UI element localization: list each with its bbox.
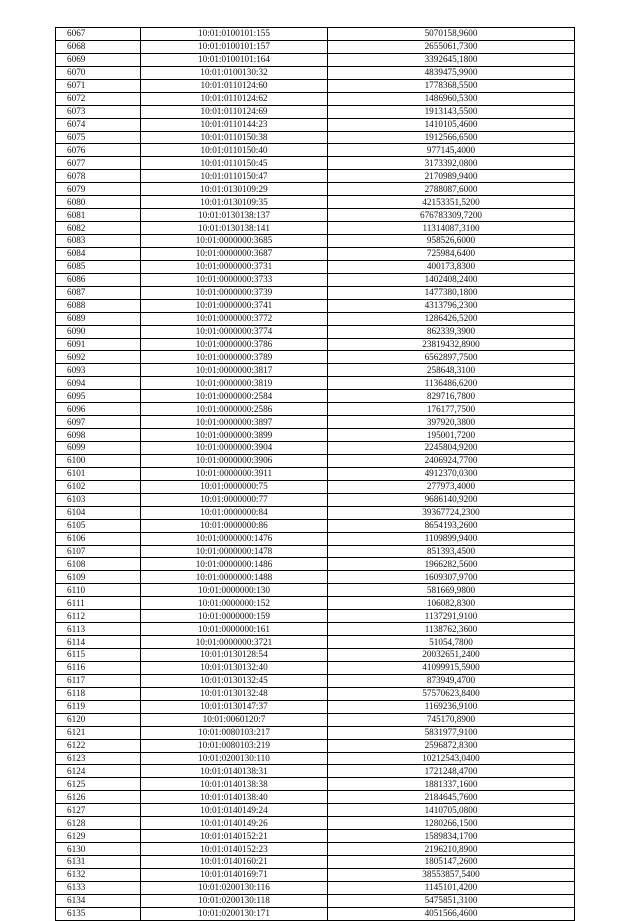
row-number-cell: 6087 (56, 286, 141, 299)
cadastral-number-cell: 10:01:0000000:3906 (141, 454, 328, 467)
value-cell: 2170989,9400 (328, 170, 575, 183)
value-cell: 277973,4000 (328, 480, 575, 493)
table-row (56, 894, 575, 907)
row-number-cell: 6082 (56, 222, 141, 235)
row-number-cell: 6127 (56, 804, 141, 817)
value-cell: 2184645,7600 (328, 791, 575, 804)
table-row (56, 105, 575, 118)
value-cell: 1477380,1800 (328, 286, 575, 299)
cadastral-number-cell: 10:01:0000000:3789 (141, 351, 328, 364)
row-number-cell: 6084 (56, 247, 141, 260)
data-table (55, 27, 575, 921)
row-number-cell: 6097 (56, 416, 141, 429)
cadastral-number-cell: 10:01:0140169:71 (141, 868, 328, 881)
row-number-cell: 6108 (56, 558, 141, 571)
cadastral-number-cell: 10:01:0000000:1488 (141, 571, 328, 584)
table-row (56, 519, 575, 532)
table-row (56, 907, 575, 920)
row-number-cell: 6076 (56, 144, 141, 157)
value-cell: 1609307,9700 (328, 571, 575, 584)
cadastral-number-cell: 10:01:0080103:219 (141, 739, 328, 752)
table-row (56, 545, 575, 558)
cadastral-number-cell: 10:01:0110150:38 (141, 131, 328, 144)
row-number-cell: 6075 (56, 131, 141, 144)
value-cell: 1912566,6500 (328, 131, 575, 144)
row-number-cell: 6068 (56, 40, 141, 53)
cadastral-number-cell: 10:01:0000000:3687 (141, 247, 328, 260)
cadastral-number-cell: 10:01:0000000:3897 (141, 416, 328, 429)
table-row (56, 390, 575, 403)
cadastral-number-cell: 10:01:0000000:3817 (141, 364, 328, 377)
cadastral-number-cell: 10:01:0000000:130 (141, 584, 328, 597)
value-cell: 1410105,4600 (328, 118, 575, 131)
table-row (56, 467, 575, 480)
table-row (56, 325, 575, 338)
cadastral-number-cell: 10:01:0100101:157 (141, 40, 328, 53)
cadastral-number-cell: 10:01:0130147:37 (141, 700, 328, 713)
row-number-cell: 6072 (56, 92, 141, 105)
value-cell: 5070158,9600 (328, 28, 575, 41)
row-number-cell: 6078 (56, 170, 141, 183)
table-row (56, 28, 575, 41)
row-number-cell: 6118 (56, 687, 141, 700)
table-row (56, 804, 575, 817)
table-row (56, 131, 575, 144)
table-row (56, 183, 575, 196)
cadastral-number-cell: 10:01:0000000:3741 (141, 299, 328, 312)
cadastral-number-cell: 10:01:0000000:3739 (141, 286, 328, 299)
value-cell: 873949,4700 (328, 674, 575, 687)
cadastral-number-cell: 10:01:0000000:152 (141, 597, 328, 610)
table-row (56, 610, 575, 623)
row-number-cell: 6133 (56, 881, 141, 894)
row-number-cell: 6070 (56, 66, 141, 79)
row-number-cell: 6102 (56, 480, 141, 493)
value-cell: 5831977,9100 (328, 726, 575, 739)
row-number-cell: 6131 (56, 856, 141, 869)
value-cell: 4839475,9900 (328, 66, 575, 79)
table-row (56, 92, 575, 105)
value-cell: 1721248,4700 (328, 765, 575, 778)
value-cell: 10212543,0400 (328, 752, 575, 765)
row-number-cell: 6093 (56, 364, 141, 377)
cadastral-number-cell: 10:01:0130138:141 (141, 222, 328, 235)
table-row (56, 144, 575, 157)
row-number-cell: 6071 (56, 79, 141, 92)
row-number-cell: 6091 (56, 338, 141, 351)
cadastral-number-cell: 10:01:0110124:60 (141, 79, 328, 92)
cadastral-number-cell: 10:01:0000000:3819 (141, 377, 328, 390)
table-row (56, 739, 575, 752)
value-cell: 258648,3100 (328, 364, 575, 377)
table-row (56, 597, 575, 610)
value-cell: 1805147,2600 (328, 856, 575, 869)
cadastral-number-cell: 10:01:0000000:86 (141, 519, 328, 532)
table-row (56, 480, 575, 493)
value-cell: 862339,3900 (328, 325, 575, 338)
cadastral-number-cell: 10:01:0000000:3731 (141, 260, 328, 273)
cadastral-number-cell: 10:01:0000000:3911 (141, 467, 328, 480)
row-number-cell: 6107 (56, 545, 141, 558)
row-number-cell: 6098 (56, 429, 141, 442)
value-cell: 6562897,7500 (328, 351, 575, 364)
row-number-cell: 6090 (56, 325, 141, 338)
value-cell: 1589834,1700 (328, 830, 575, 843)
cadastral-number-cell: 10:01:0140138:40 (141, 791, 328, 804)
value-cell: 851393,4500 (328, 545, 575, 558)
cadastral-number-cell: 10:01:0000000:3899 (141, 429, 328, 442)
row-number-cell: 6095 (56, 390, 141, 403)
value-cell: 725984,6400 (328, 247, 575, 260)
value-cell: 2196210,8900 (328, 843, 575, 856)
table-row (56, 118, 575, 131)
row-number-cell: 6104 (56, 506, 141, 519)
row-number-cell: 6112 (56, 610, 141, 623)
value-cell: 4912370,0300 (328, 467, 575, 480)
table-row (56, 157, 575, 170)
row-number-cell: 6077 (56, 157, 141, 170)
table-row (56, 791, 575, 804)
cadastral-number-cell: 10:01:0110144:23 (141, 118, 328, 131)
table-row (56, 299, 575, 312)
table-row (56, 571, 575, 584)
value-cell: 2245804,9200 (328, 442, 575, 455)
cadastral-number-cell: 10:01:0200130:116 (141, 881, 328, 894)
row-number-cell: 6073 (56, 105, 141, 118)
table-row (56, 868, 575, 881)
value-cell: 2655061,7300 (328, 40, 575, 53)
cadastral-number-cell: 10:01:0100101:155 (141, 28, 328, 41)
row-number-cell: 6124 (56, 765, 141, 778)
value-cell: 1881337,1600 (328, 778, 575, 791)
value-cell: 958526,6000 (328, 235, 575, 248)
table-row (56, 338, 575, 351)
table-row (56, 170, 575, 183)
row-number-cell: 6106 (56, 532, 141, 545)
cadastral-number-cell: 10:01:0110150:40 (141, 144, 328, 157)
value-cell: 829716,7800 (328, 390, 575, 403)
cadastral-number-cell: 10:01:0000000:77 (141, 493, 328, 506)
cadastral-number-cell: 10:01:0000000:3685 (141, 235, 328, 248)
value-cell: 1966282,5600 (328, 558, 575, 571)
row-number-cell: 6123 (56, 752, 141, 765)
value-cell: 3392645,1800 (328, 53, 575, 66)
row-number-cell: 6086 (56, 273, 141, 286)
cadastral-number-cell: 10:01:0000000:3772 (141, 312, 328, 325)
table-row (56, 66, 575, 79)
row-number-cell: 6069 (56, 53, 141, 66)
table-row (56, 856, 575, 869)
value-cell: 1137291,9100 (328, 610, 575, 623)
value-cell: 8654193,2600 (328, 519, 575, 532)
row-number-cell: 6080 (56, 196, 141, 209)
table-row (56, 506, 575, 519)
value-cell: 1486960,5300 (328, 92, 575, 105)
table-row (56, 493, 575, 506)
table-row (56, 260, 575, 273)
row-number-cell: 6121 (56, 726, 141, 739)
cadastral-number-cell: 10:01:0110150:47 (141, 170, 328, 183)
row-number-cell: 6134 (56, 894, 141, 907)
cadastral-number-cell: 10:01:0200130:118 (141, 894, 328, 907)
table-row (56, 843, 575, 856)
row-number-cell: 6128 (56, 817, 141, 830)
row-number-cell: 6110 (56, 584, 141, 597)
value-cell: 1402408,2400 (328, 273, 575, 286)
table-row (56, 817, 575, 830)
value-cell: 9686140,9200 (328, 493, 575, 506)
cadastral-number-cell: 10:01:0000000:2586 (141, 403, 328, 416)
value-cell: 1145101,4200 (328, 881, 575, 894)
cadastral-number-cell: 10:01:0200130:110 (141, 752, 328, 765)
cadastral-number-cell: 10:01:0100101:164 (141, 53, 328, 66)
value-cell: 195001,7200 (328, 429, 575, 442)
table-row (56, 649, 575, 662)
cadastral-number-cell: 10:01:0200130:171 (141, 907, 328, 920)
cadastral-number-cell: 10:01:0000000:75 (141, 480, 328, 493)
table-row (56, 713, 575, 726)
row-number-cell: 6094 (56, 377, 141, 390)
row-number-cell: 6103 (56, 493, 141, 506)
value-cell: 2788087,6000 (328, 183, 575, 196)
value-cell: 1138762,3600 (328, 623, 575, 636)
table-row (56, 53, 575, 66)
table-row (56, 765, 575, 778)
table-row (56, 442, 575, 455)
cadastral-number-cell: 10:01:0000000:1486 (141, 558, 328, 571)
table-row (56, 674, 575, 687)
value-cell: 1410705,0800 (328, 804, 575, 817)
row-number-cell: 6079 (56, 183, 141, 196)
row-number-cell: 6119 (56, 700, 141, 713)
value-cell: 2406924,7700 (328, 454, 575, 467)
cadastral-number-cell: 10:01:0000000:2584 (141, 390, 328, 403)
cadastral-number-cell: 10:01:0140138:38 (141, 778, 328, 791)
cadastral-number-cell: 10:01:0130109:35 (141, 196, 328, 209)
row-number-cell: 6122 (56, 739, 141, 752)
table-row (56, 636, 575, 649)
table-row (56, 40, 575, 53)
table-row (56, 687, 575, 700)
value-cell: 4313796,2300 (328, 299, 575, 312)
value-cell: 1280266,1500 (328, 817, 575, 830)
table-row (56, 558, 575, 571)
table-row (56, 196, 575, 209)
table-row (56, 209, 575, 222)
value-cell: 745170,8900 (328, 713, 575, 726)
table-row (56, 752, 575, 765)
value-cell: 11314087,3100 (328, 222, 575, 235)
row-number-cell: 6096 (56, 403, 141, 416)
value-cell: 57570623,8400 (328, 687, 575, 700)
value-cell: 5475851,3100 (328, 894, 575, 907)
table-row (56, 351, 575, 364)
table-row (56, 700, 575, 713)
table-row (56, 286, 575, 299)
cadastral-number-cell: 10:01:0000000:159 (141, 610, 328, 623)
table-row (56, 312, 575, 325)
value-cell: 1169236,9100 (328, 700, 575, 713)
row-number-cell: 6116 (56, 661, 141, 674)
cadastral-number-cell: 10:01:0000000:3774 (141, 325, 328, 338)
cadastral-number-cell: 10:01:0140149:26 (141, 817, 328, 830)
table-row (56, 364, 575, 377)
value-cell: 1913143,5500 (328, 105, 575, 118)
table-row (56, 830, 575, 843)
row-number-cell: 6101 (56, 467, 141, 480)
table-row (56, 273, 575, 286)
cadastral-number-cell: 10:01:0130132:45 (141, 674, 328, 687)
row-number-cell: 6126 (56, 791, 141, 804)
cadastral-number-cell: 10:01:0140152:21 (141, 830, 328, 843)
row-number-cell: 6130 (56, 843, 141, 856)
table-row (56, 79, 575, 92)
row-number-cell: 6113 (56, 623, 141, 636)
table-row (56, 778, 575, 791)
table-row (56, 247, 575, 260)
table-row (56, 623, 575, 636)
row-number-cell: 6074 (56, 118, 141, 131)
table-row (56, 584, 575, 597)
value-cell: 4051566,4600 (328, 907, 575, 920)
value-cell: 38553857,5400 (328, 868, 575, 881)
table-row (56, 377, 575, 390)
cadastral-number-cell: 10:01:0000000:3721 (141, 636, 328, 649)
value-cell: 42153351,5200 (328, 196, 575, 209)
value-cell: 1136486,6200 (328, 377, 575, 390)
row-number-cell: 6092 (56, 351, 141, 364)
cadastral-number-cell: 10:01:0130138:137 (141, 209, 328, 222)
row-number-cell: 6089 (56, 312, 141, 325)
row-number-cell: 6114 (56, 636, 141, 649)
cadastral-number-cell: 10:01:0130132:48 (141, 687, 328, 700)
cadastral-number-cell: 10:01:0110124:62 (141, 92, 328, 105)
cadastral-number-cell: 10:01:0000000:1478 (141, 545, 328, 558)
cadastral-number-cell: 10:01:0140149:24 (141, 804, 328, 817)
value-cell: 2596872,8300 (328, 739, 575, 752)
value-cell: 977145,4000 (328, 144, 575, 157)
table-row (56, 726, 575, 739)
cadastral-number-cell: 10:01:0060120:7 (141, 713, 328, 726)
cadastral-number-cell: 10:01:0110124:69 (141, 105, 328, 118)
value-cell: 1286426,5200 (328, 312, 575, 325)
value-cell: 581669,9800 (328, 584, 575, 597)
cadastral-number-cell: 10:01:0000000:3786 (141, 338, 328, 351)
table-row (56, 881, 575, 894)
row-number-cell: 6100 (56, 454, 141, 467)
value-cell: 1109899,9400 (328, 532, 575, 545)
cadastral-number-cell: 10:01:0000000:3733 (141, 273, 328, 286)
cadastral-number-cell: 10:01:0100130:32 (141, 66, 328, 79)
row-number-cell: 6117 (56, 674, 141, 687)
value-cell: 20032651,2400 (328, 649, 575, 662)
row-number-cell: 6105 (56, 519, 141, 532)
cadastral-number-cell: 10:01:0000000:161 (141, 623, 328, 636)
table-row (56, 222, 575, 235)
table-row (56, 416, 575, 429)
table-row (56, 429, 575, 442)
value-cell: 41099915,5900 (328, 661, 575, 674)
row-number-cell: 6081 (56, 209, 141, 222)
row-number-cell: 6099 (56, 442, 141, 455)
value-cell: 51054,7800 (328, 636, 575, 649)
table-row (56, 235, 575, 248)
value-cell: 397920,3800 (328, 416, 575, 429)
row-number-cell: 6088 (56, 299, 141, 312)
value-cell: 1778368,5500 (328, 79, 575, 92)
row-number-cell: 6067 (56, 28, 141, 41)
row-number-cell: 6120 (56, 713, 141, 726)
value-cell: 3173392,0800 (328, 157, 575, 170)
cadastral-number-cell: 10:01:0130132:40 (141, 661, 328, 674)
value-cell: 176177,7500 (328, 403, 575, 416)
cadastral-number-cell: 10:01:0000000:3904 (141, 442, 328, 455)
value-cell: 23819432,8900 (328, 338, 575, 351)
value-cell: 106082,8300 (328, 597, 575, 610)
row-number-cell: 6125 (56, 778, 141, 791)
cadastral-number-cell: 10:01:0130109:29 (141, 183, 328, 196)
row-number-cell: 6129 (56, 830, 141, 843)
table-row (56, 454, 575, 467)
table-body (56, 28, 575, 921)
cadastral-number-cell: 10:01:0000000:84 (141, 506, 328, 519)
row-number-cell: 6135 (56, 907, 141, 920)
cadastral-number-cell: 10:01:0140152:23 (141, 843, 328, 856)
row-number-cell: 6132 (56, 868, 141, 881)
cadastral-number-cell: 10:01:0000000:1476 (141, 532, 328, 545)
value-cell: 400173,8300 (328, 260, 575, 273)
row-number-cell: 6109 (56, 571, 141, 584)
cadastral-number-cell: 10:01:0140138:31 (141, 765, 328, 778)
row-number-cell: 6083 (56, 235, 141, 248)
value-cell: 39367724,2300 (328, 506, 575, 519)
cadastral-number-cell: 10:01:0080103:217 (141, 726, 328, 739)
table-row (56, 661, 575, 674)
row-number-cell: 6115 (56, 649, 141, 662)
cadastral-number-cell: 10:01:0140160:21 (141, 856, 328, 869)
cadastral-number-cell: 10:01:0130128:54 (141, 649, 328, 662)
row-number-cell: 6111 (56, 597, 141, 610)
cadastral-number-cell: 10:01:0110150:45 (141, 157, 328, 170)
table-row (56, 532, 575, 545)
value-cell: 676783309,7200 (328, 209, 575, 222)
table-row (56, 403, 575, 416)
row-number-cell: 6085 (56, 260, 141, 273)
